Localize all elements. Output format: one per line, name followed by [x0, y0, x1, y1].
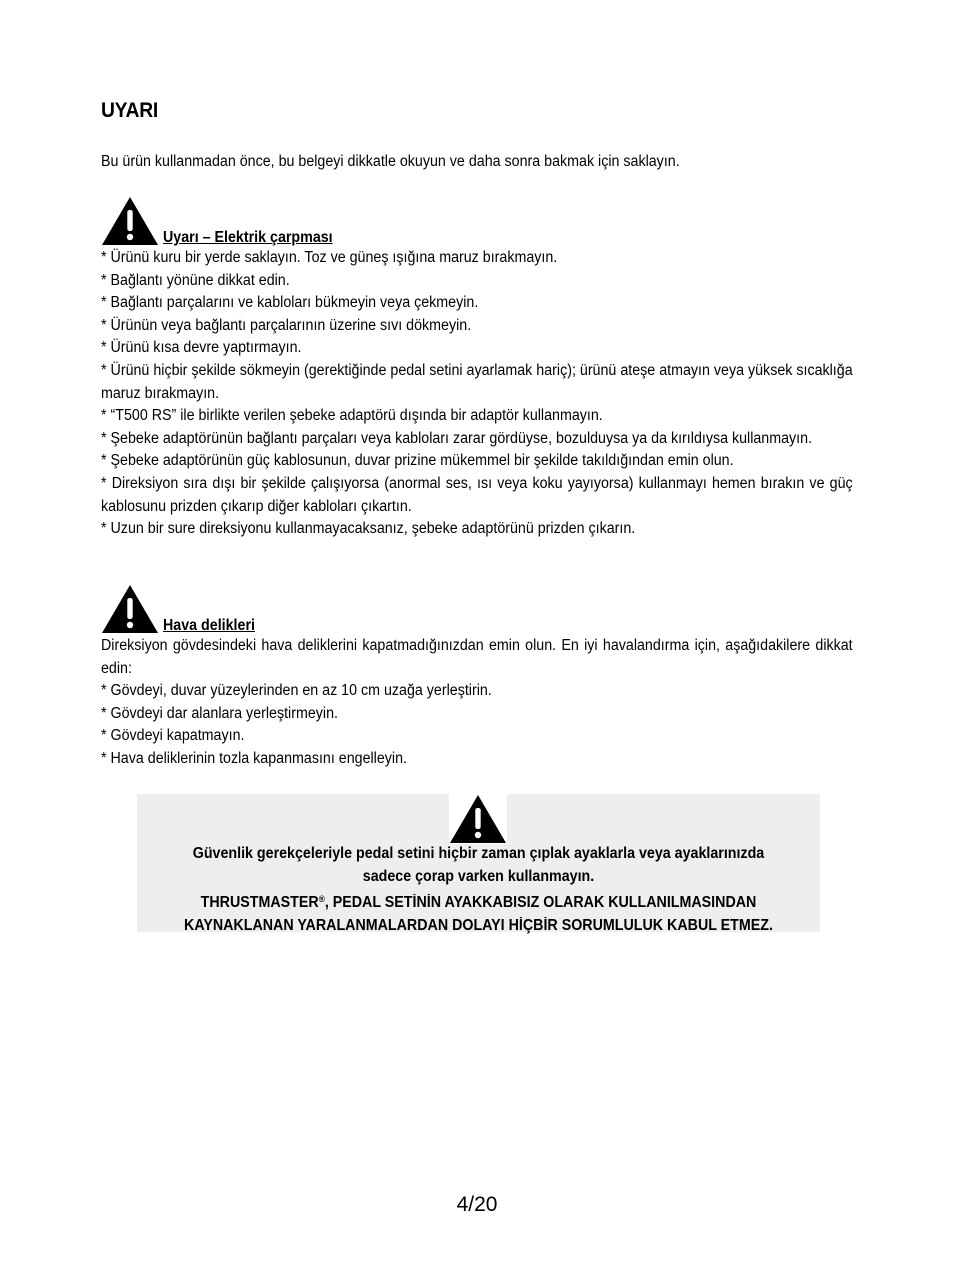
- section-heading: Hava delikleri: [163, 617, 255, 634]
- list-item: * Ürünü kuru bir yerde saklayın. Toz ve güneş ışığına maruz bırakmayın.: [101, 249, 558, 266]
- electric-warning-list: [101, 247, 853, 541]
- list-item: * “T500 RS” ile birlikte verilen şebeke adaptörü dışında bir adaptör kullanmayın.: [101, 407, 603, 425]
- list-item: * Bağlantı parçalarını ve kabloları bükmeyin veya çekmeyin.: [101, 294, 479, 312]
- notice-line: [164, 888, 792, 915]
- list-item: * Ürünü kısa devre yaptırmayın.: [101, 339, 302, 357]
- safety-notice-box: [137, 794, 820, 932]
- notice-line-rest: , PEDAL SETİNİN AYAKKABISIZ OLARAK KULLANILMASINDAN: [324, 894, 757, 912]
- list-item: * Gövdeyi, duvar yüzeylerinden en az 10 cm uzağa yerleştirin.: [101, 682, 492, 700]
- list-item: * Şebeke adaptörünün güç kablosunun, duvar prizine mükemmel bir şekilde takıldığından emin olun.: [101, 452, 734, 470]
- electric-shock-section: [101, 196, 853, 541]
- registered-mark: ®: [318, 894, 325, 905]
- brand-name: THRUSTMASTER: [200, 894, 319, 912]
- list-item: * Gövdeyi kapatmayın.: [101, 727, 245, 745]
- air-vents-list: [101, 635, 853, 771]
- notice-text: [137, 843, 820, 937]
- air-vents-section: [101, 584, 853, 771]
- warning-triangle-icon: [101, 196, 159, 246]
- list-item: * Bağlantı yönüne dikkat edin.: [101, 271, 290, 289]
- list-item: * Uzun bir sure direksiyonu kullanmayacaksanız, şebeke adaptörünü prizden çıkarın.: [101, 520, 636, 538]
- list-item: * Ürünü hiçbir şekilde sökmeyin (gerektiğinde pedal setini ayarlamak hariç); ürünü ateşe atmayın veya yüksek sıcaklığa maruz bırakmayın.: [101, 361, 853, 402]
- notice-line: KAYNAKLANAN YARALANMALARDAN DOLAYI HİÇBİR SORUMLULUK KABUL ETMEZ.: [184, 916, 773, 934]
- warning-triangle-icon: [101, 584, 159, 634]
- notice-icon-box: [449, 794, 507, 844]
- notice-line: Güvenlik gerekçeleriyle pedal setini hiçbir zaman çıplak ayaklarla veya ayaklarınızda: [192, 845, 765, 862]
- notice-line: sadece çorap varken kullanmayın.: [362, 867, 595, 885]
- section-heading: Uyarı – Elektrik çarpması: [163, 229, 333, 246]
- section-header: [101, 584, 853, 635]
- section-header: [101, 196, 853, 247]
- list-item: * Hava deliklerinin tozla kapanmasını engelleyin.: [101, 749, 407, 767]
- page-title: UYARI: [101, 99, 158, 122]
- intro-paragraph: Bu ürün kullanmadan önce, bu belgeyi dikkatle okuyun ve daha sonra bakmak için saklayın.: [101, 153, 680, 170]
- warning-triangle-icon: [449, 794, 507, 844]
- page-number: 4/20: [456, 1193, 498, 1216]
- list-item: * Gövdeyi dar alanlara yerleştirmeyin.: [101, 704, 338, 722]
- list-item: * Direksiyon sıra dışı bir şekilde çalışıyorsa (anormal ses, ısı veya koku yayıyorsa) kullanmayı hemen bırakın ve güç kablosunu prizden çıkarıp diğer kabloları çıkartın.: [101, 474, 853, 515]
- list-item: * Şebeke adaptörünün bağlantı parçaları veya kabloları zarar gördüyse, bozulduysa ya da kırıldıysa kullanmayın.: [101, 429, 813, 447]
- list-item: * Ürünün veya bağlantı parçalarının üzerine sıvı dökmeyin.: [101, 316, 472, 334]
- list-item: Direksiyon gövdesindeki hava deliklerini kapatmadığınızdan emin olun. En iyi havalandırma için, aşağıdakilere dikkat edin:: [101, 637, 853, 677]
